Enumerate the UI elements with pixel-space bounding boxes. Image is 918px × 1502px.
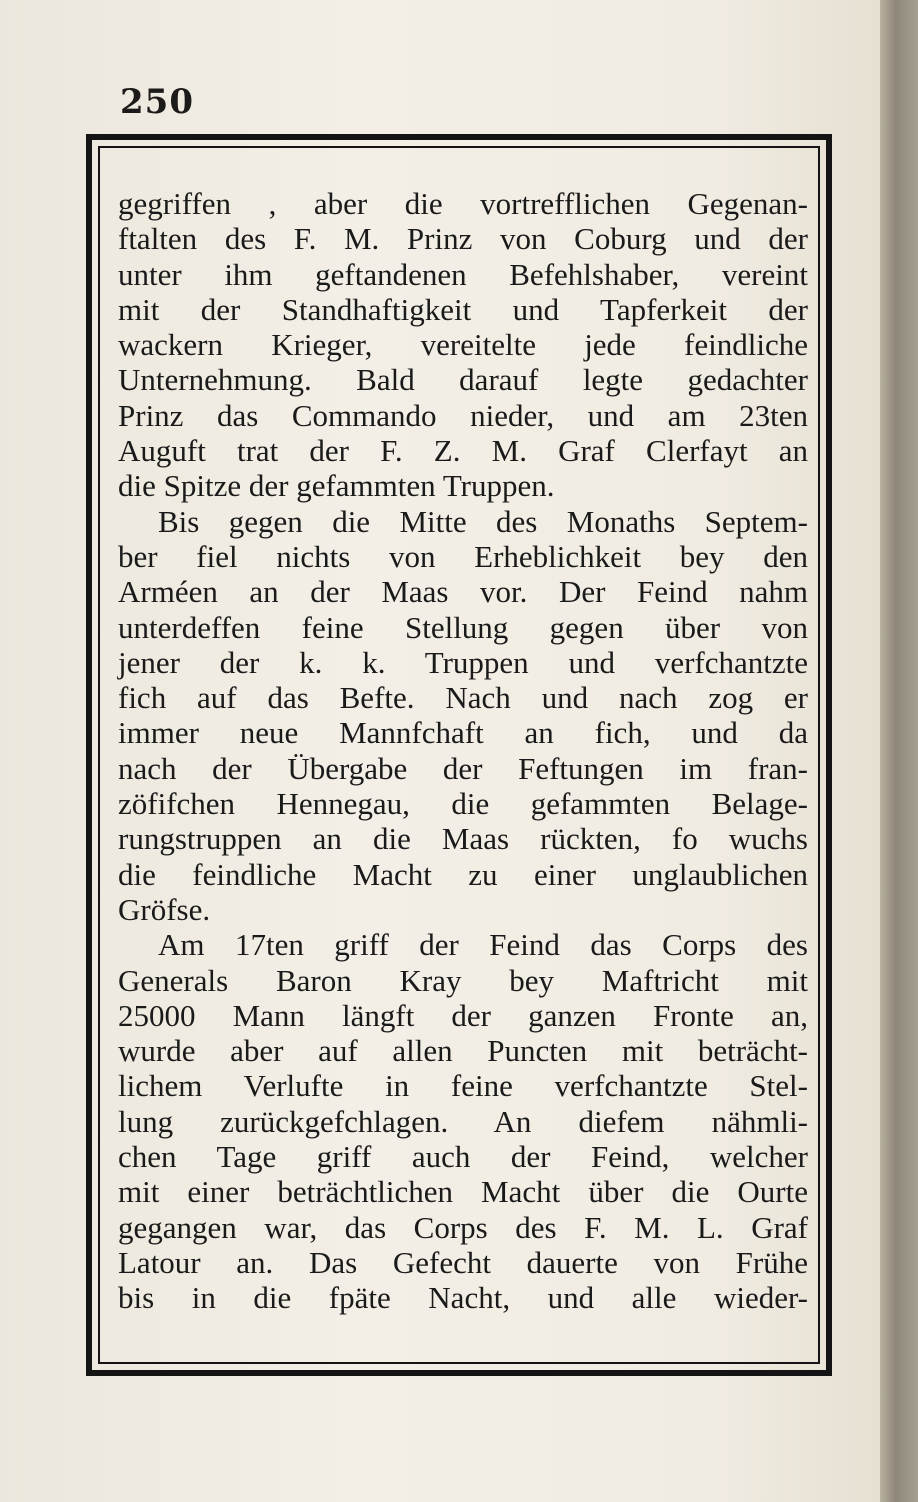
text-line: ftalten des F. M. Prinz von Coburg und der xyxy=(118,221,808,257)
text-line: unter ihm geftandenen Befehlshaber, vereint xyxy=(118,256,808,292)
text-line: Unternehmung. Bald darauf legte gedachter xyxy=(118,362,808,398)
paragraph xyxy=(118,186,808,504)
text-line: fich auf das Befte. Nach und nach zog er xyxy=(118,680,808,716)
paragraph xyxy=(118,927,808,1315)
text-line: mit einer beträchtlichen Macht über die Ourte xyxy=(118,1174,808,1210)
text-line: Generals Baron Kray bey Maftricht mit xyxy=(118,962,808,998)
text-line: die feindliche Macht zu einer unglaublichen xyxy=(118,856,808,892)
text-line: immer neue Mannfchaft an fich, und da xyxy=(118,715,808,751)
text-line: ber fiel nichts von Erheblichkeit bey den xyxy=(118,538,808,574)
text-line: lichem Verlufte in feine verfchantzte Stel- xyxy=(118,1068,808,1104)
text-line: jener der k. k. Truppen und verfchantzte xyxy=(118,644,808,680)
page-number: 250 xyxy=(120,82,194,122)
text-line: die Spitze der gefammten Truppen. xyxy=(118,468,555,504)
text-line: Am 17ten griff der Feind das Corps des xyxy=(158,927,808,963)
text-line: gegangen war, das Corps des F. M. L. Graf xyxy=(118,1209,808,1245)
text-line: 25000 Mann längft der ganzen Fronte an, xyxy=(118,997,808,1033)
book-spine-shadow xyxy=(880,0,918,1502)
text-line: wackern Krieger, vereitelte jede feindliche xyxy=(118,327,808,363)
text-line: Arméen an der Maas vor. Der Feind nahm xyxy=(118,574,808,610)
text-line: zöfifchen Hennegau, die gefammten Belage- xyxy=(118,786,808,822)
text-line: rungstruppen an die Maas rückten, fo wuchs xyxy=(118,821,808,857)
text-line: Prinz das Commando nieder, und am 23ten xyxy=(118,397,808,433)
text-line: nach der Übergabe der Feftungen im fran- xyxy=(118,750,808,786)
text-line: unterdeffen feine Stellung gegen über von xyxy=(118,609,808,645)
paragraph xyxy=(118,504,808,928)
text-line: lung zurückgefchlagen. An diefem nähmli- xyxy=(118,1103,808,1139)
text-line: mit der Standhaftigkeit und Tapferkeit der xyxy=(118,291,808,327)
text-line: bis in die fpäte Nacht, und alle wieder- xyxy=(118,1280,808,1316)
body-text xyxy=(118,186,808,1316)
text-line: Gröfse. xyxy=(118,891,211,927)
text-line: Auguft trat der F. Z. M. Graf Clerfayt an xyxy=(118,433,808,469)
text-line: gegriffen , aber die vortrefflichen Gegenan- xyxy=(118,186,808,221)
text-line: wurde aber auf allen Puncten mit beträcht- xyxy=(118,1033,808,1069)
text-line: Bis gegen die Mitte des Monaths Septem- xyxy=(158,503,808,539)
text-line: Latour an. Das Gefecht dauerte von Frühe xyxy=(118,1244,808,1280)
text-line: chen Tage griff auch der Feind, welcher xyxy=(118,1139,808,1175)
